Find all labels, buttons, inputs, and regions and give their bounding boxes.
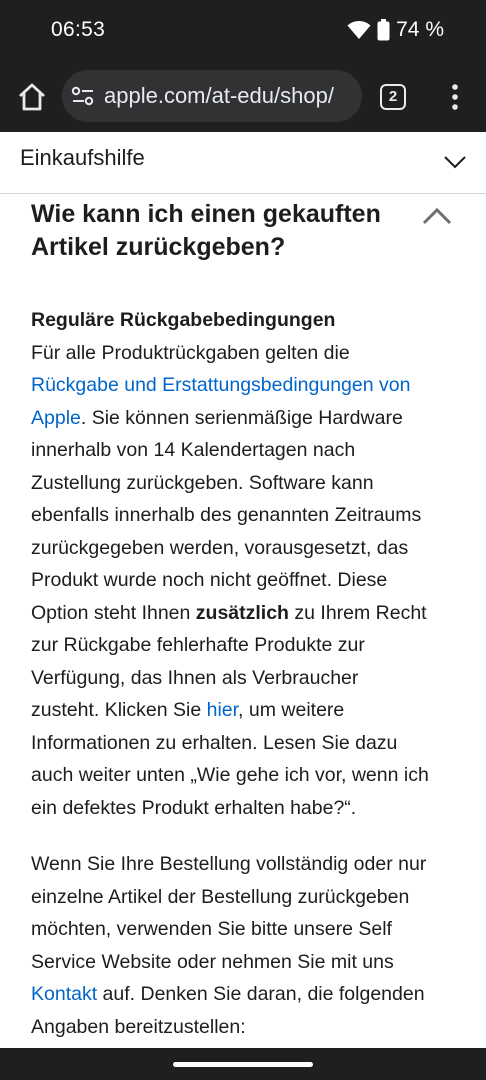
chevron-up-icon[interactable] <box>422 206 452 226</box>
chevron-down-icon[interactable] <box>443 154 467 170</box>
text-line: einzelne Artikel der Bestellung zurückgeben <box>31 885 410 908</box>
text-line: Service Website oder nehmen Sie mit uns <box>31 950 394 973</box>
status-bar <box>0 0 486 62</box>
battery-percent: 74 % <box>396 18 444 41</box>
tabs-icon[interactable]: 2 <box>380 84 406 110</box>
text-fragment: zusteht. Klicken Sie <box>31 699 207 721</box>
text-line: Produkt wurde noch nicht geöffnet. Diese <box>31 569 388 591</box>
bold-text: zusätzlich <box>195 601 289 624</box>
section-heading: Reguläre Rückgabebedingungen <box>31 309 336 331</box>
address-bar[interactable] <box>62 70 362 122</box>
text-line: Informationen zu erhalten. Lesen Sie dazu <box>31 731 398 754</box>
text-line: auch weiter unten „Wie gehe ich vor, wenn ich <box>31 764 429 786</box>
accordion-einkaufshilfe[interactable] <box>0 132 486 194</box>
text-line: ebenfalls innerhalb des genannten Zeitraums <box>31 504 422 526</box>
text-line: zur Rückgabe fehlerhafte Produkte zur <box>31 634 365 656</box>
accordion-title: Einkaufshilfe <box>20 145 145 170</box>
site-settings-icon[interactable] <box>71 86 95 106</box>
paragraph <box>31 848 461 1043</box>
text-line: Wenn Sie Ihre Bestellung vollständig oder nur <box>31 853 427 875</box>
paragraph <box>31 304 461 824</box>
status-time: 06:53 <box>51 18 106 41</box>
kontakt-link[interactable]: Kontakt <box>31 983 98 1005</box>
hier-link[interactable]: hier <box>206 699 239 721</box>
wifi-icon <box>347 20 371 40</box>
battery-icon <box>377 19 390 41</box>
text-line: zurückgegeben werden, vorausgesetzt, das <box>31 536 409 559</box>
text-line: Zustellung zurückgeben. Software kann <box>31 471 374 494</box>
faq-question[interactable] <box>31 198 411 264</box>
text-fragment: . Sie können serienmäßige Hardware <box>80 406 403 429</box>
browser-toolbar <box>0 62 486 132</box>
text-line: Angaben bereitzustellen: <box>31 1015 246 1038</box>
text-fragment: auf. Denken Sie daran, die folgenden <box>97 983 425 1005</box>
status-icons <box>347 18 444 42</box>
faq-question-line: Artikel zurückgeben? <box>31 233 286 261</box>
url-text[interactable]: apple.com/at-edu/shop/ <box>104 83 334 108</box>
return-policy-link[interactable]: Apple <box>31 406 81 429</box>
home-gesture-handle[interactable] <box>173 1062 313 1067</box>
text-line: innerhalb von 14 Kalendertagen nach <box>31 439 356 461</box>
home-icon[interactable] <box>15 80 49 114</box>
faq-answer <box>31 304 461 1067</box>
text-line: möchten, verwenden Sie bitte unsere Self <box>31 918 392 940</box>
text-fragment: , um weitere <box>238 699 345 721</box>
text-fragment: Option steht Ihnen <box>31 601 196 624</box>
text-line: Für alle Produktrückgaben gelten die <box>31 341 350 364</box>
return-policy-link[interactable]: Rückgabe und Erstattungsbedingungen von <box>31 374 411 396</box>
gesture-nav-bar <box>0 1048 486 1080</box>
text-line: ein defektes Produkt erhalten habe?“. <box>31 796 357 819</box>
text-fragment: zu Ihrem Recht <box>288 601 427 624</box>
more-vert-icon[interactable] <box>444 82 466 112</box>
faq-question-line: Wie kann ich einen gekauften <box>31 200 381 228</box>
text-line: Verfügung, das Ihnen als Verbraucher <box>31 666 359 689</box>
